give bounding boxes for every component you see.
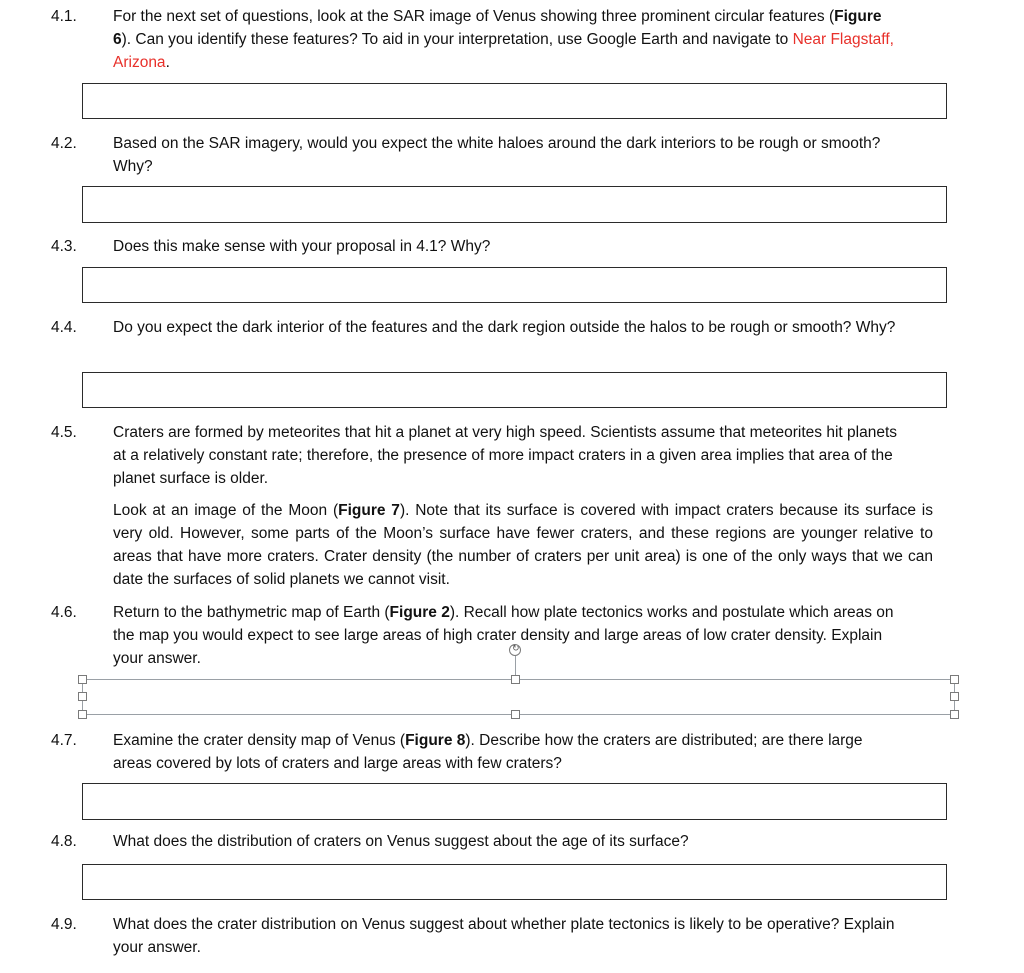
question-4-2: 4.2. Based on the SAR imagery, would you expect the white haloes around the dark interiors to be rough or smooth? Why?	[51, 135, 881, 175]
answer-box-4-7[interactable]	[82, 783, 947, 820]
resize-handle-n[interactable]	[511, 675, 520, 684]
question-4-5-text: Craters are formed by meteorites that hit a planet at very high speed. Scientists assume that meteorites hit planets at a relatively constant rate; therefore, the presence of more impact craters in a given area implies that area of the planet surface is older.	[113, 424, 897, 487]
link-flagstaff[interactable]: Near Flagstaff, Arizona	[113, 31, 894, 71]
resize-handle-nw[interactable]	[78, 675, 87, 684]
question-4-4-text: Do you expect the dark interior of the features and the dark region outside the halos to be rough or smooth? Why?	[113, 319, 896, 336]
figure-ref: Figure 6	[113, 8, 882, 48]
answer-box-4-2[interactable]	[82, 186, 947, 223]
question-4-7-text: 4.7. Examine the crater density map of Venus (Figure 8). Describe how the craters are distributed; are there large areas covered by lots of craters and large areas with few craters?	[51, 732, 863, 772]
resize-handle-se[interactable]	[950, 710, 959, 719]
answer-box-4-4[interactable]	[82, 372, 947, 408]
resize-handle-sw[interactable]	[78, 710, 87, 719]
answer-box-4-1[interactable]	[82, 83, 947, 119]
answer-box-4-3[interactable]	[82, 267, 947, 303]
question-4-6	[51, 601, 902, 670]
question-4-4: 4.4. Do you expect the dark interior of the features and the dark region outside the halos to be rough or smooth? Why?	[51, 319, 896, 336]
resize-handle-e[interactable]	[950, 692, 959, 701]
question-4-8: 4.8. What does the distribution of craters on Venus suggest about the age of its surface?	[51, 833, 689, 850]
resize-handle-s[interactable]	[511, 710, 520, 719]
question-4-1-text: 4.1. For the next set of questions, look at the SAR image of Venus showing three prominent circular features (Figure 6). Can you identify these features? To aid in your interpretation, use Google Earth and navigate to Near Flagstaff, Arizona.	[51, 8, 894, 71]
resize-handle-w[interactable]	[78, 692, 87, 701]
question-4-8-text: What does the distribution of craters on Venus suggest about the age of its surface?	[113, 833, 689, 850]
question-4-3-text: Does this make sense with your proposal in 4.1? Why?	[113, 238, 491, 255]
moon-paragraph: Look at an image of the Moon (Figure 7). Note that its surface is covered with impact craters because its surface is very old. However, some parts of the Moon’s surface have fewer craters, and these regions are younger relative to areas that have more craters. Crater density (the number of craters per unit area) is one of the only ways that we can date the surfaces of solid planets we cannot visit.	[113, 502, 933, 588]
question-4-7	[51, 729, 902, 775]
question-4-9: 4.9. What does the crater distribution on Venus suggest about whether plate tectonics is likely to be operative? Explain your answer.	[51, 916, 895, 956]
answer-box-4-8[interactable]	[82, 864, 947, 900]
question-4-3: 4.3. Does this make sense with your proposal in 4.1? Why?	[51, 238, 491, 255]
question-4-6-text: 4.6. Return to the bathymetric map of Earth (Figure 2). Recall how plate tectonics works and postulate which areas on the map you would expect to see large areas of high crater density and large areas of low crater density. Explain your answer.	[51, 604, 894, 667]
rotate-stem	[515, 656, 516, 675]
figure-ref: Figure 7	[338, 502, 400, 519]
rotate-handle-icon[interactable]: ↻	[509, 644, 521, 656]
figure-ref: Figure 2	[389, 604, 450, 621]
question-4-5: 4.5. Craters are formed by meteorites that hit a planet at very high speed. Scientists assume that meteorites hit planets at a relatively constant rate; therefore, the presence of more impact craters in a given area implies that area of the planet surface is older.	[51, 424, 897, 487]
question-4-2-text: Based on the SAR imagery, would you expect the white haloes around the dark interiors to be rough or smooth? Why?	[113, 135, 881, 175]
question-4-1	[51, 5, 902, 74]
question-4-9-text: What does the crater distribution on Venus suggest about whether plate tectonics is likely to be operative? Explain your answer.	[113, 916, 895, 956]
figure-ref: Figure 8	[405, 732, 466, 749]
resize-handle-ne[interactable]	[950, 675, 959, 684]
